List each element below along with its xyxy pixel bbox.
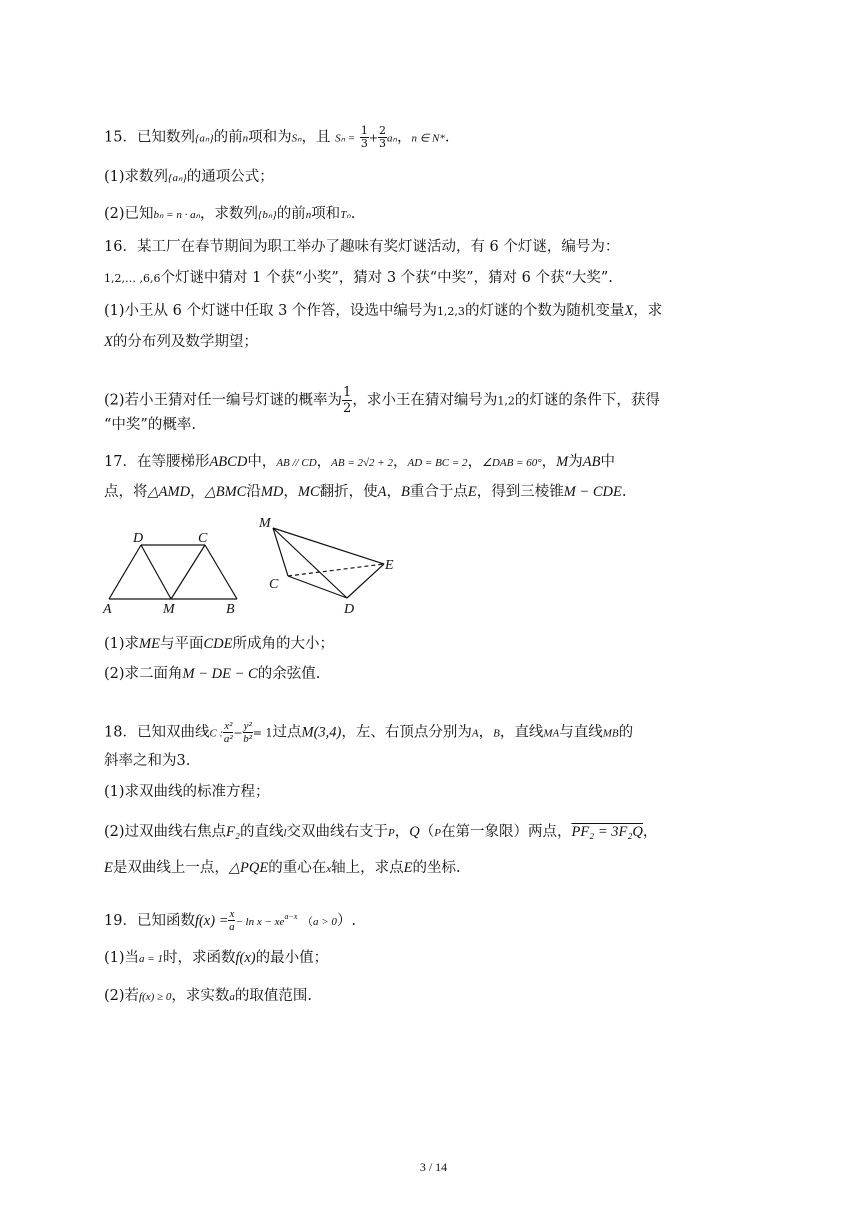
numerator: x [229,908,235,921]
q19-text: 的最小值； [255,950,329,966]
q18-math: B [493,727,500,740]
denominator: a [229,921,235,934]
q15-math: aₙ [387,132,397,145]
q18-text: (2)过双曲线右焦点 [104,824,227,840]
q17-text: 翻折，使 [319,484,378,500]
q18-math: MB [602,727,619,740]
q15-text: ，求数列 [200,206,258,222]
numerator: y² [243,720,252,732]
label-C: C [198,531,208,546]
q16-math: X [104,334,113,350]
denominator: 3 [360,137,368,150]
q18-math: C : [209,727,224,740]
q18-text: 与直线 [559,724,603,741]
q18-text: （ [419,824,435,840]
q17-math: MD [260,484,284,500]
q17-text: 重合于点 [409,484,468,500]
q17-math: AB // CD [276,457,317,469]
q18-text: 轴上，求点 [331,860,404,876]
q16-line-2 [104,267,766,290]
q15-math: bₙ = n · aₙ [153,209,200,221]
q16-math: X [624,303,634,319]
q19-math: a = 1 [139,953,163,965]
q16-math: 1,2,… ,6,6 [104,272,161,285]
q18-text: 的 [618,724,634,741]
q17-math: AB [582,454,601,470]
q16-line-1: 16．某工厂在春节期间为职工举办了趣味有奖灯谜活动，有 6 个灯谜，编号为： [104,239,620,255]
fraction [378,125,387,150]
label-D: D [133,531,144,546]
q16-line-5 [104,385,766,416]
q16-math: 1,2,3 [436,305,465,318]
q18-math: P [434,827,441,839]
denominator: 2 [343,401,352,416]
q18-text: ， [642,824,658,840]
q18-text: 在第一象限）两点， [440,824,572,840]
q15-text: 项和为 [248,129,292,146]
q17-text: 点，将 [104,484,148,500]
q19-exponent: a−x [284,912,298,921]
q18-text: 18．已知双曲线 [104,724,210,741]
q18-math: P [388,827,395,839]
plus-sign: + [368,131,379,145]
q15-line-1 [104,125,766,150]
q15-text: 15．已知数列 [104,129,195,146]
q17-text: 中 [600,454,615,470]
q15-math: Tₙ [340,209,351,221]
q17-part-2 [104,663,766,685]
q18-text: . [185,753,191,769]
numerator: x² [224,720,233,732]
q17-math: △AMD [147,484,191,500]
q17-text: 中， [247,454,277,470]
q17-math: B [401,484,410,500]
denominator: b² [243,733,253,745]
q18-math: x [326,863,332,875]
denominator: a² [223,733,233,745]
q17-line-1 [104,451,766,474]
segment-CM [171,545,205,599]
q15-math: n [305,209,312,221]
q17-math: CDE [203,636,233,652]
numerator: 1 [343,385,352,400]
q15-line-3 [104,203,766,226]
q15-math: {bₙ} [258,209,277,221]
segment-BC [205,545,237,599]
q15-text: 的通项公式； [186,169,274,185]
q18-math: M(3,4) [301,724,342,741]
q17-text: (1)求 [104,636,140,652]
q19-text: （ [302,914,313,928]
q17-text: ， [392,454,408,470]
q18-text: 的坐标. [412,860,461,876]
numerator: 1 [360,124,368,137]
q19-text: (2)若 [104,988,140,1004]
q17-text: 所成角的大小； [232,636,334,652]
q19-text: ，求实数 [171,988,230,1004]
fraction [342,385,352,416]
q15-math: Sₙ = [335,132,356,145]
edge-ME [273,528,384,564]
q19-math: f(x) [235,950,256,966]
q17-text: 17．在等腰梯形 [104,454,210,470]
q18-text: 的重心在 [268,860,327,876]
q17-math: ABCD [209,454,248,470]
fraction [243,720,253,745]
q15-text: (1)求数列 [104,169,169,185]
q18-text: ， [394,824,410,840]
q18-line-5 [104,857,766,880]
q15-math: {aₙ} [168,172,187,184]
q16-text: 个灯谜中猜对 1 个获“小奖”，猜对 3 个获“中奖”，猜对 6 个获“大奖”. [160,270,613,286]
q17-part-1 [104,633,766,655]
q17-text: ， [541,454,557,470]
q19-math: f(x) ≥ 0 [139,991,172,1003]
q16-text: (1)小王从 6 个灯谜中任取 3 个作答，设选中编号为 [104,303,437,319]
q17-text: ， [467,454,483,470]
q19-line-1 [104,906,766,933]
label-E: E [385,558,394,573]
q18-line-1 [104,720,766,745]
q18-line-4 [104,821,766,844]
q17-text: . [621,484,627,500]
label-M: M [163,602,175,617]
q17-math: M [556,454,569,470]
q18-text: 是双曲线上一点， [112,860,229,876]
q17-math: ∠DAB = 60° [482,457,542,469]
page-number: 3 / 14 [419,1160,448,1174]
q18-math: F₂ [226,824,240,840]
q17-text: ， [283,484,298,500]
label-A: A [103,602,112,617]
q17-text: ， [316,454,332,470]
label-D: D [344,602,355,617]
q17-text: 沿 [246,484,261,500]
segment-DM [141,545,171,599]
q16-math: 1,2 [497,394,515,408]
q18-math: 3 [176,753,186,769]
q19-line-2 [104,947,766,970]
q17-math: △BMC [204,484,247,500]
q16-text: 的分布列及数学期望； [112,334,258,350]
q15-text: . [350,206,356,222]
q18-text: 的直线 [239,824,284,840]
q18-text: ， [478,724,494,741]
q18-math: E [104,860,113,876]
minus-sign: − [233,726,243,740]
numerator: 2 [379,124,387,137]
q19-text: 时，求函数 [162,950,236,966]
q16-text: ，求 [633,303,663,319]
q15-text: 项和 [311,206,341,222]
q18-line-3: (1)求双曲线的标准方程； [104,784,270,800]
q18-line-2 [104,750,766,772]
q19-math: a > 0 [313,915,337,928]
q17-math: A [377,484,387,500]
q19-math: a [229,991,235,1003]
q18-math: l [283,827,287,839]
q15-text: . [444,129,450,146]
q16-text: 的灯谜的条件下，获得 [514,392,660,409]
q15-text: 的前 [276,206,306,222]
q18-math: Q [409,824,420,840]
q16-line-4 [104,331,766,353]
q15-math: Sₙ [291,132,302,145]
fraction [360,125,369,150]
q18-math: A [471,727,479,740]
q17-text: 的余弦值. [257,666,321,682]
label-M: M [259,516,271,531]
edge-CD [288,576,347,598]
q17-math: M − DE − C [182,666,258,682]
fraction [223,720,233,745]
trapezoid-figure [109,545,237,599]
q17-text: 与平面 [159,636,204,652]
q19-text: 的取值范围. [234,988,312,1004]
q16-text: 的灯谜的个数为随机变量 [464,303,625,319]
q17-text: (2)求二面角 [104,666,183,682]
denominator: 3 [379,137,387,150]
q18-text: 交双曲线右支于 [286,824,389,840]
q15-math: {a [194,132,205,145]
q19-text: ）. [336,912,357,929]
label-C: C [269,577,279,592]
q17-figures [95,510,415,620]
q18-text: 过点 [272,724,302,741]
q16-line-6: “中奖”的概率. [104,417,196,433]
q17-math: E [467,484,477,500]
q17-text: ， [386,484,401,500]
segment-AD [109,545,141,599]
q17-text: ， [190,484,205,500]
q16-line-3 [104,300,766,323]
label-B: B [226,602,235,617]
q19-line-3 [104,985,766,1008]
q15-text: ， [396,129,412,146]
q18-text: 斜率之和为 [104,753,177,769]
q18-text: ，左、右顶点分别为 [341,724,472,741]
edge-DE [347,564,384,598]
q19-text: 19．已知函数 [104,912,195,929]
q19-text: (1)当 [104,950,140,966]
q15-math: ₙ} [204,132,214,145]
q17-math: AB = 2√2 + 2 [331,457,393,469]
q19-math: − ln x − xe [235,915,285,928]
q17-text: 为 [568,454,583,470]
q15-math: n ∈ N* [411,132,445,145]
q16-text: ，求小王在猜对编号为 [352,392,498,409]
q18-math: E [403,860,413,876]
q17-math: ME [139,636,160,652]
q16-text: (2)若小王猜对任一编号灯谜的概率为 [104,392,343,409]
q18-math: = 1 [252,726,273,740]
q17-line-2 [104,481,766,503]
q15-math: n [242,132,249,145]
q17-math: M − CDE [563,484,622,500]
q18-math: △PQE [228,860,269,876]
q15-line-2 [104,166,766,189]
pyramid-figure [273,528,384,598]
q18-math: MA [543,727,560,740]
q15-text: 的前 [213,129,243,146]
q17-text: ，得到三棱锥 [476,484,564,500]
q15-text: ，且 [301,129,331,146]
edge-CE-hidden [288,564,384,576]
q17-math: MC [297,484,320,500]
q19-math: f(x) = [194,912,229,929]
q18-text: ，直线 [499,724,544,741]
q17-math: AD = BC = 2 [407,457,468,469]
q18-math: PF₂ = 3F₂Q [571,824,643,840]
q15-text: (2)已知 [104,206,154,222]
